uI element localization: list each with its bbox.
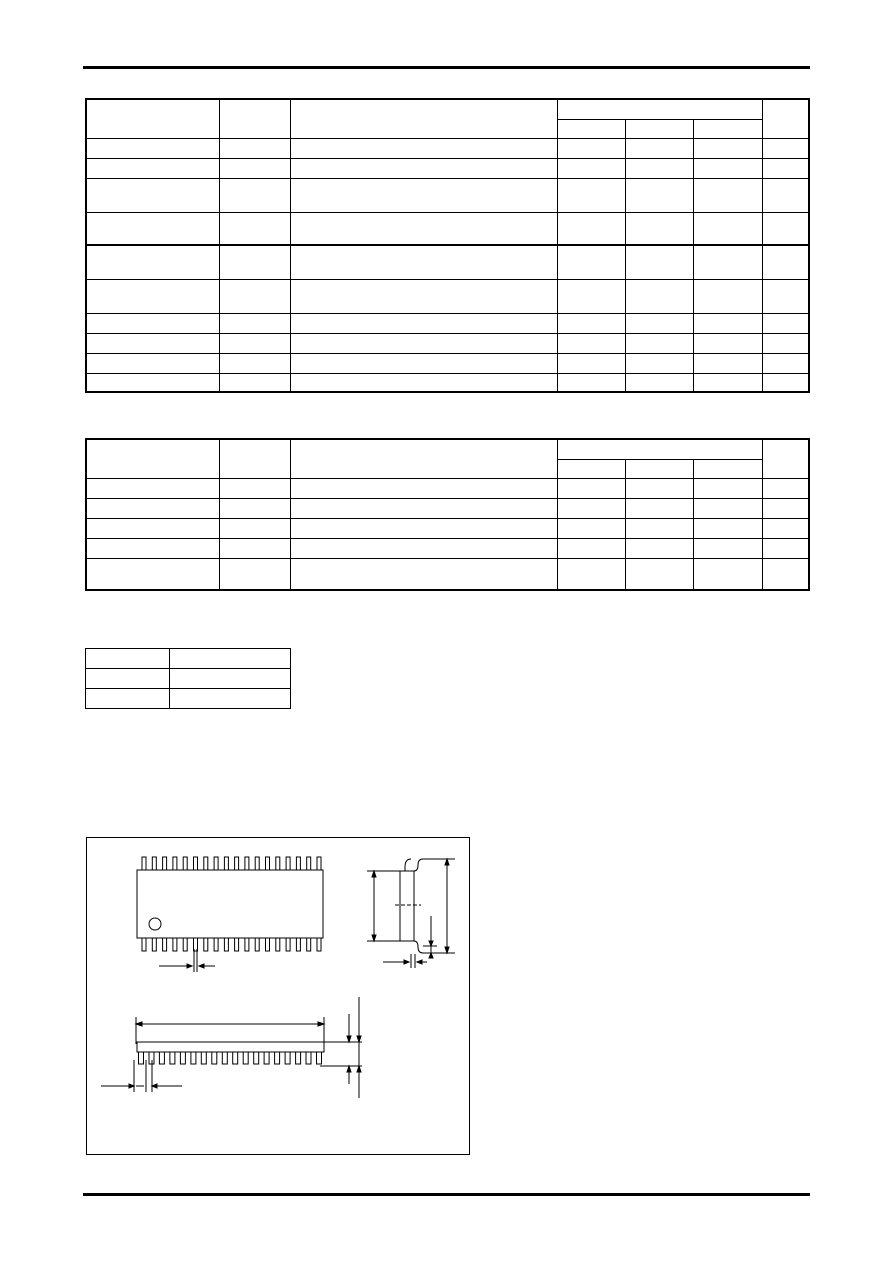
table-row	[86, 245, 809, 279]
pin	[224, 938, 228, 951]
table-row	[86, 538, 809, 558]
pin	[163, 857, 167, 870]
electrical-characteristics-table-1	[85, 98, 810, 393]
table-row	[86, 138, 809, 158]
package-body-top-view	[137, 870, 323, 938]
pin	[255, 857, 259, 870]
pin	[204, 857, 208, 870]
package-body-front-view	[137, 1042, 324, 1052]
pin	[317, 857, 321, 870]
header-parameter	[86, 439, 219, 478]
pin	[214, 857, 218, 870]
pin	[276, 857, 280, 870]
pin	[296, 938, 300, 951]
table-row	[86, 158, 809, 178]
header-parameter	[86, 99, 219, 138]
header-min	[557, 119, 625, 138]
pin	[194, 857, 198, 870]
table-row	[86, 518, 809, 538]
pin	[245, 857, 249, 870]
pin	[183, 938, 187, 951]
pin	[306, 1052, 311, 1064]
pin	[224, 857, 228, 870]
table-row	[86, 178, 809, 212]
electrical-characteristics-table-2	[85, 438, 810, 591]
pin	[266, 938, 270, 951]
header-max	[693, 119, 762, 138]
header-conditions	[290, 99, 557, 138]
header-ratings	[557, 439, 762, 459]
pin	[285, 1052, 290, 1064]
table-row	[86, 689, 291, 709]
pin	[255, 938, 259, 951]
header-symbol	[219, 99, 290, 138]
pin	[173, 938, 177, 951]
pin	[307, 857, 311, 870]
package-outline-frame	[86, 837, 470, 1155]
pin	[163, 938, 167, 951]
pin	[152, 857, 156, 870]
table-row	[86, 353, 809, 373]
pin	[222, 1052, 227, 1064]
pin	[254, 1052, 259, 1064]
pin	[317, 1052, 322, 1064]
header-symbol	[219, 439, 290, 478]
pin	[275, 1052, 280, 1064]
table-row	[86, 373, 809, 392]
header-ratings	[557, 99, 762, 119]
front-pins	[139, 1052, 322, 1064]
pin	[235, 938, 239, 951]
pin	[142, 857, 146, 870]
table-row	[86, 498, 809, 518]
pin	[243, 1052, 248, 1064]
header-unit	[762, 439, 809, 478]
footer-rule	[83, 1193, 810, 1196]
pin	[212, 1052, 217, 1064]
pin	[233, 1052, 238, 1064]
header-unit	[762, 99, 809, 138]
header-typ	[625, 119, 693, 138]
header-rule	[83, 66, 810, 69]
top-pins	[142, 857, 321, 870]
table-row	[86, 669, 291, 689]
small-table	[85, 648, 291, 709]
header-typ	[625, 459, 693, 478]
package-body-side-view	[400, 871, 414, 941]
bottom-pins	[142, 938, 321, 951]
pin	[214, 938, 218, 951]
pin	[235, 857, 239, 870]
header-conditions	[290, 439, 557, 478]
pin	[201, 1052, 206, 1064]
pin	[152, 938, 156, 951]
pin	[191, 1052, 196, 1064]
table-row	[86, 333, 809, 353]
table-row	[86, 649, 291, 669]
pin	[159, 1052, 164, 1064]
pin	[204, 938, 208, 951]
pin	[286, 857, 290, 870]
table-row	[86, 558, 809, 590]
pin	[245, 938, 249, 951]
table-row	[86, 313, 809, 333]
pin	[276, 938, 280, 951]
pin	[183, 857, 187, 870]
header-min	[557, 459, 625, 478]
pin1-index-mark	[149, 918, 161, 930]
pin	[180, 1052, 185, 1064]
table-row	[86, 478, 809, 498]
header-max	[693, 459, 762, 478]
pin	[170, 1052, 175, 1064]
pin	[286, 938, 290, 951]
pin	[264, 1052, 269, 1064]
pin	[142, 938, 146, 951]
pin	[317, 938, 321, 951]
table-row	[86, 212, 809, 245]
pin	[296, 1052, 301, 1064]
pin	[307, 938, 311, 951]
pin	[139, 1052, 144, 1064]
pin	[173, 857, 177, 870]
package-outline-drawing	[87, 838, 471, 1156]
pin	[296, 857, 300, 870]
table-row	[86, 279, 809, 313]
pin	[266, 857, 270, 870]
